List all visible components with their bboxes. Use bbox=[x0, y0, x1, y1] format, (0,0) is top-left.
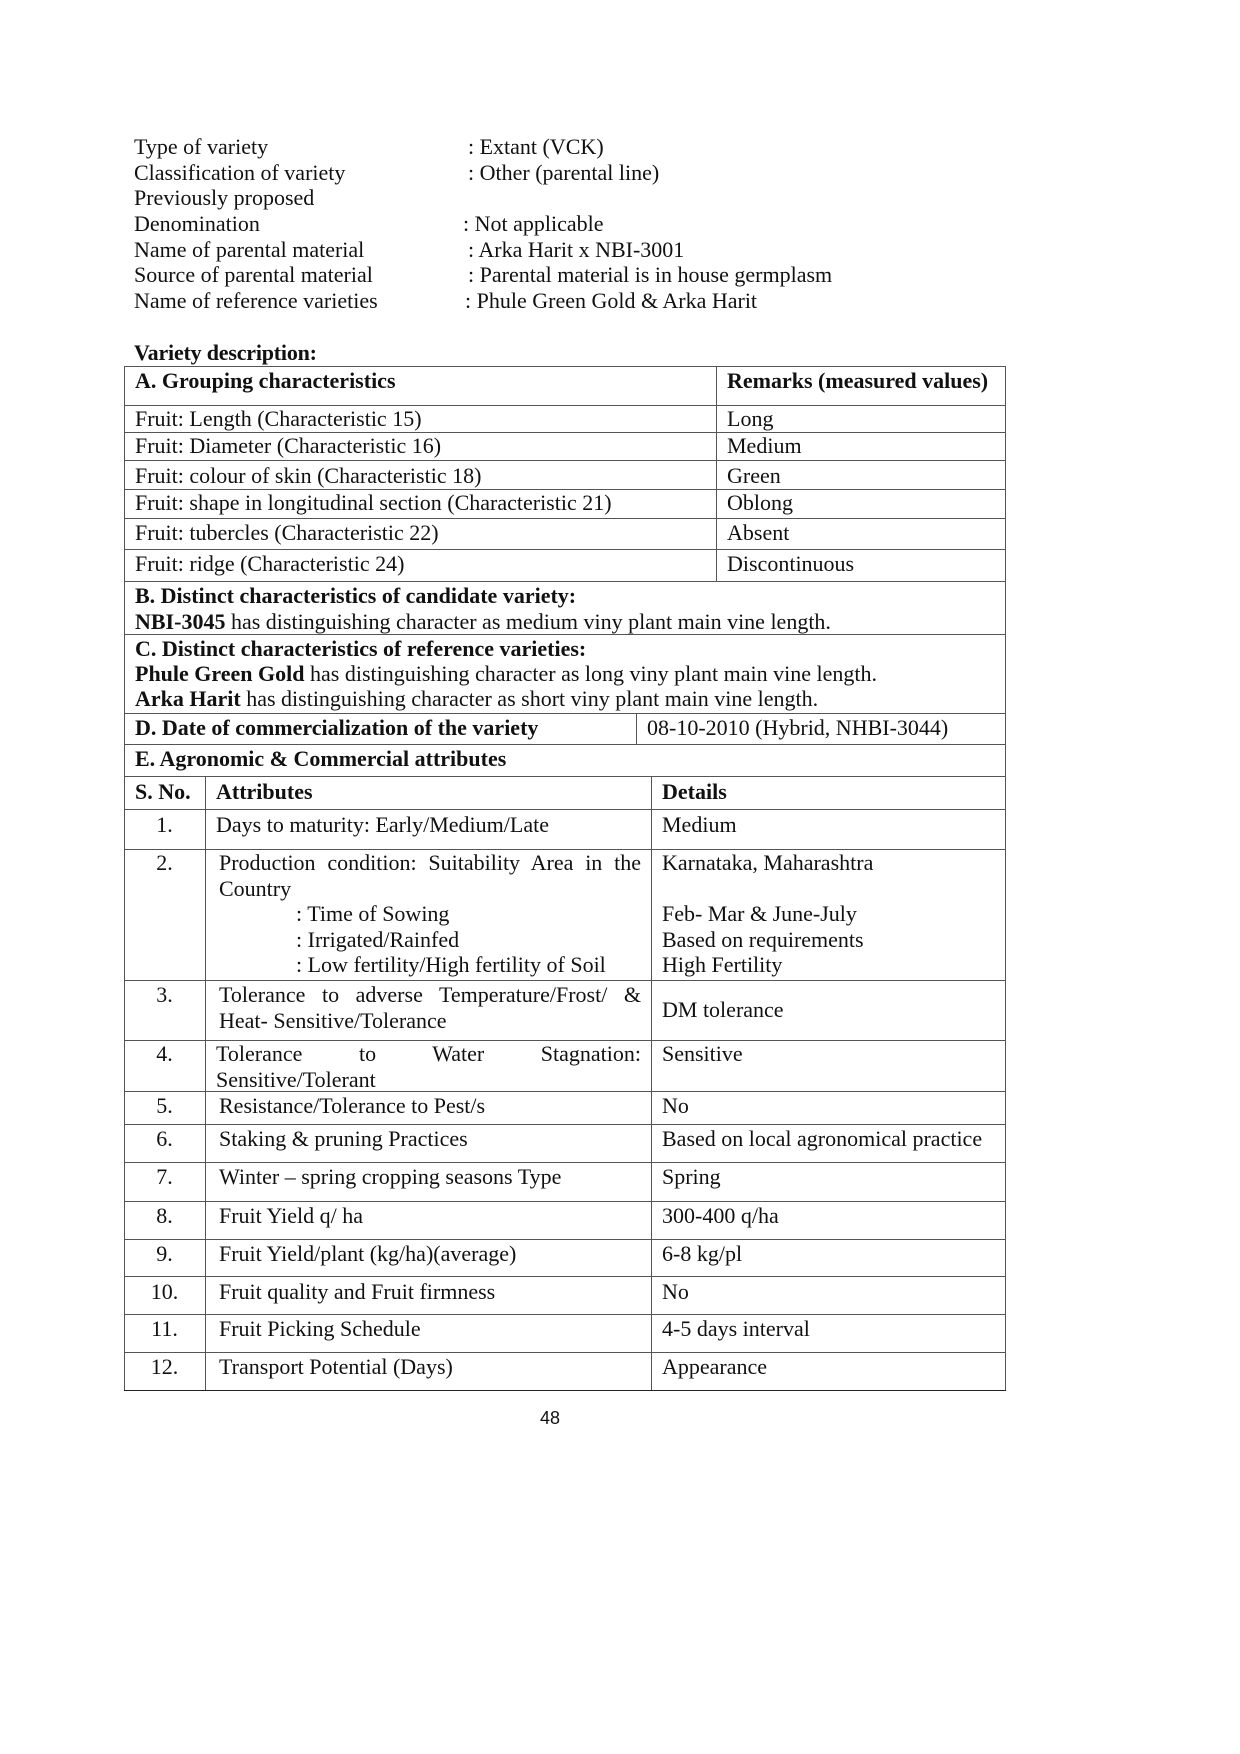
attribute: Days to maturity: Early/Medium/Late bbox=[216, 812, 549, 837]
attribute bbox=[216, 1041, 641, 1092]
reference-characteristic bbox=[135, 661, 877, 687]
column-divider bbox=[205, 776, 206, 1391]
details: 6-8 kg/pl bbox=[662, 1241, 743, 1266]
details: 300-400 q/ha bbox=[662, 1203, 779, 1228]
column-header-sno: S. No. bbox=[135, 779, 191, 804]
characteristic: Fruit: colour of skin (Characteristic 18) bbox=[135, 463, 482, 488]
serial-number: 3. bbox=[156, 982, 173, 1007]
characteristic: Fruit: ridge (Characteristic 24) bbox=[135, 551, 405, 576]
section-a-heading: A. Grouping characteristics bbox=[135, 368, 396, 393]
details: Spring bbox=[662, 1164, 721, 1189]
details-line: Feb- Mar & June-July bbox=[662, 901, 857, 926]
row-divider bbox=[124, 1314, 1006, 1315]
attribute: Fruit Yield q/ ha bbox=[219, 1203, 364, 1228]
variety-name: NBI-3045 bbox=[135, 609, 226, 634]
field-value: : Arka Harit x NBI-3001 bbox=[468, 236, 685, 262]
details-line: Based on requirements bbox=[662, 926, 864, 952]
remark: Medium bbox=[727, 433, 802, 458]
section-d-heading: D. Date of commercialization of the variety bbox=[135, 715, 539, 740]
attribute bbox=[219, 982, 641, 1033]
row-divider bbox=[124, 744, 1006, 745]
field-label: Denomination bbox=[134, 211, 260, 237]
attribute: Fruit quality and Fruit firmness bbox=[219, 1279, 496, 1304]
table-border-right bbox=[1005, 366, 1006, 1391]
serial-number: 2. bbox=[156, 850, 173, 875]
field-value: : Other (parental line) bbox=[468, 159, 660, 185]
characteristic-text: has distinguishing character as short viny plant main vine length. bbox=[240, 686, 819, 711]
variety-name: Phule Green Gold bbox=[135, 661, 305, 686]
reference-characteristic bbox=[135, 686, 818, 712]
remark: Absent bbox=[727, 520, 790, 545]
characteristic-text: has distinguishing character as long viny plant main vine length. bbox=[304, 661, 877, 686]
attribute-line: Production condition: Suitability Area in the bbox=[219, 850, 641, 875]
field-label: Name of parental material bbox=[134, 236, 365, 262]
serial-number: 5. bbox=[156, 1093, 173, 1118]
column-header-attributes: Attributes bbox=[216, 779, 313, 804]
variety-name: Arka Harit bbox=[135, 686, 241, 711]
row-divider bbox=[124, 1352, 1006, 1353]
serial-number: 7. bbox=[156, 1164, 173, 1189]
row-divider bbox=[124, 1162, 1006, 1163]
page-number: 48 bbox=[539, 1408, 561, 1428]
row-divider bbox=[124, 809, 1006, 810]
section-e-heading: E. Agronomic & Commercial attributes bbox=[135, 746, 507, 771]
attribute: Transport Potential (Days) bbox=[219, 1354, 453, 1379]
details: Medium bbox=[662, 812, 737, 837]
row-divider bbox=[124, 581, 1006, 582]
row-divider bbox=[124, 1276, 1006, 1277]
field-label: Type of variety bbox=[134, 134, 269, 159]
row-divider bbox=[124, 460, 1006, 461]
attribute-line: Country bbox=[219, 875, 292, 901]
remark: Oblong bbox=[727, 490, 793, 515]
field-label: Source of parental material bbox=[134, 262, 373, 288]
details: Based on local agronomical practice bbox=[662, 1126, 983, 1151]
attribute bbox=[219, 850, 641, 978]
details: No bbox=[662, 1093, 689, 1118]
row-divider bbox=[124, 713, 1006, 714]
attribute-line: Sensitive/Tolerant bbox=[216, 1066, 376, 1092]
remark: Long bbox=[727, 406, 774, 431]
serial-number: 6. bbox=[156, 1126, 173, 1151]
remark: Green bbox=[727, 463, 781, 488]
row-divider bbox=[124, 366, 1006, 367]
serial-number: 1. bbox=[156, 812, 173, 837]
serial-number: 12. bbox=[150, 1354, 179, 1379]
section-c-heading: C. Distinct characteristics of reference varieties: bbox=[135, 636, 587, 661]
details bbox=[662, 850, 873, 978]
serial-number: 8. bbox=[156, 1203, 173, 1228]
row-divider bbox=[124, 518, 1006, 519]
attribute: Winter – spring cropping seasons Type bbox=[219, 1164, 562, 1189]
remarks-heading: Remarks (measured values) bbox=[727, 368, 989, 393]
field-value: : Not applicable bbox=[463, 211, 604, 237]
candidate-characteristic bbox=[135, 609, 831, 635]
details: DM tolerance bbox=[662, 997, 784, 1022]
characteristic: Fruit: Diameter (Characteristic 16) bbox=[135, 433, 442, 458]
attribute: Fruit Picking Schedule bbox=[219, 1316, 421, 1341]
attribute-line: : Time of Sowing bbox=[296, 901, 450, 926]
details-line bbox=[662, 876, 873, 902]
row-divider bbox=[124, 1124, 1006, 1125]
attribute-line: Heat- Sensitive/Tolerance bbox=[219, 1007, 447, 1033]
row-divider bbox=[124, 776, 1006, 777]
row-divider bbox=[124, 980, 1006, 981]
characteristic: Fruit: shape in longitudinal section (Characteristic 21) bbox=[135, 490, 612, 515]
attribute-line: Tolerance to adverse Temperature/Frost/ & bbox=[219, 982, 641, 1007]
attribute-line: Tolerance to Water Stagnation: bbox=[216, 1041, 641, 1066]
characteristic-text: has distinguishing character as medium viny plant main vine length. bbox=[225, 609, 831, 634]
table-border-left bbox=[124, 366, 125, 1391]
details-line: High Fertility bbox=[662, 952, 783, 977]
field-value: : Parental material is in house germplasm bbox=[468, 262, 833, 288]
field-label: Previously proposed bbox=[134, 185, 315, 211]
column-divider bbox=[651, 776, 652, 1391]
serial-number: 11. bbox=[151, 1316, 178, 1341]
section-b-heading: B. Distinct characteristics of candidate variety: bbox=[135, 583, 577, 608]
details: Appearance bbox=[662, 1354, 768, 1379]
details: No bbox=[662, 1279, 689, 1304]
remark: Discontinuous bbox=[727, 551, 855, 576]
serial-number: 9. bbox=[156, 1241, 173, 1266]
column-header-details: Details bbox=[662, 779, 727, 804]
serial-number: 10. bbox=[150, 1279, 179, 1304]
details: Sensitive bbox=[662, 1041, 743, 1066]
field-label: Name of reference varieties bbox=[134, 288, 378, 314]
variety-description-title: Variety description: bbox=[134, 340, 317, 365]
serial-number: 4. bbox=[156, 1041, 173, 1066]
details-line: Karnataka, Maharashtra bbox=[662, 850, 874, 875]
commercialization-date: 08-10-2010 (Hybrid, NHBI-3044) bbox=[647, 715, 949, 740]
characteristic: Fruit: tubercles (Characteristic 22) bbox=[135, 520, 439, 545]
attribute-line: : Irrigated/Rainfed bbox=[296, 926, 460, 952]
details: 4-5 days interval bbox=[662, 1316, 810, 1341]
field-value: : Phule Green Gold & Arka Harit bbox=[465, 288, 758, 314]
row-divider bbox=[124, 1201, 1006, 1202]
attribute: Fruit Yield/plant (kg/ha)(average) bbox=[219, 1241, 517, 1266]
characteristic: Fruit: Length (Characteristic 15) bbox=[135, 406, 422, 431]
attribute: Resistance/Tolerance to Pest/s bbox=[219, 1093, 486, 1118]
attribute-line: : Low fertility/High fertility of Soil bbox=[296, 952, 606, 977]
row-divider bbox=[124, 549, 1006, 550]
field-value: : Extant (VCK) bbox=[468, 134, 604, 159]
column-divider bbox=[636, 713, 637, 744]
row-divider bbox=[124, 1239, 1006, 1240]
field-label: Classification of variety bbox=[134, 159, 346, 185]
table-border-bottom bbox=[124, 1390, 1006, 1391]
attribute: Staking & pruning Practices bbox=[219, 1126, 468, 1151]
